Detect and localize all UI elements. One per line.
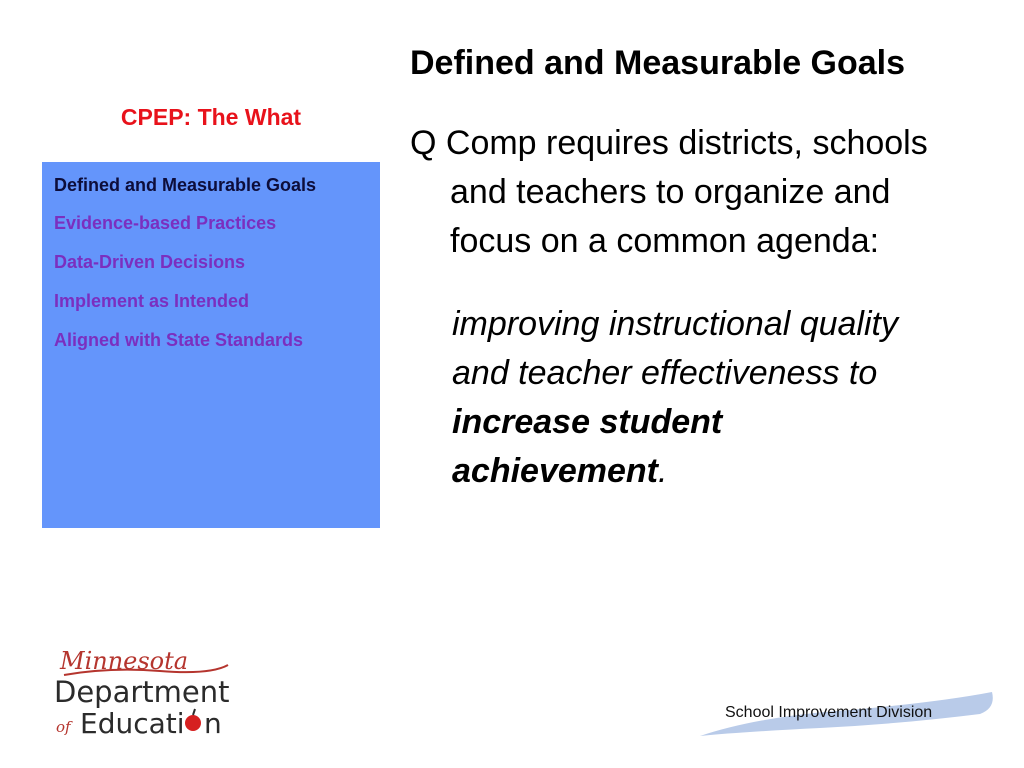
logo-education-end-text: n [204, 707, 222, 740]
nav-item-aligned-standards[interactable]: Aligned with State Standards [54, 330, 304, 350]
nav-item-implement-as-intended[interactable]: Implement as Intended [54, 291, 250, 311]
apple-stem [193, 709, 195, 715]
quote-end-text: . [658, 452, 668, 490]
content-heading: Defined and Measurable Goals [410, 44, 906, 82]
quote-emphasis-text: increase student achievement [452, 403, 723, 490]
nav-panel [42, 162, 380, 528]
content-quote [452, 300, 922, 496]
logo-script-text: Minnesota [60, 647, 189, 675]
footer-label: School Improvement Division [725, 704, 933, 721]
nav-item-defined-goals[interactable]: Defined and Measurable Goals [54, 175, 317, 195]
apple-icon [185, 715, 201, 731]
logo-of-text: of [56, 718, 71, 736]
logo-education-text: Educati [80, 707, 185, 740]
mde-logo [50, 645, 240, 745]
content-body: Q Comp requires districts, schools and teachers to organize and focus on a common agenda: [410, 124, 928, 260]
content-area [410, 40, 1010, 496]
nav-item-evidence-based-practices[interactable]: Evidence-based Practices [54, 213, 277, 233]
nav-item-data-driven-decisions[interactable]: Data-Driven Decisions [54, 252, 246, 272]
logo-department-text: Department [54, 675, 230, 709]
quote-plain-text: improving instructional quality and teacher effectiveness to [452, 305, 898, 392]
slide-title: CPEP: The What [120, 104, 302, 130]
